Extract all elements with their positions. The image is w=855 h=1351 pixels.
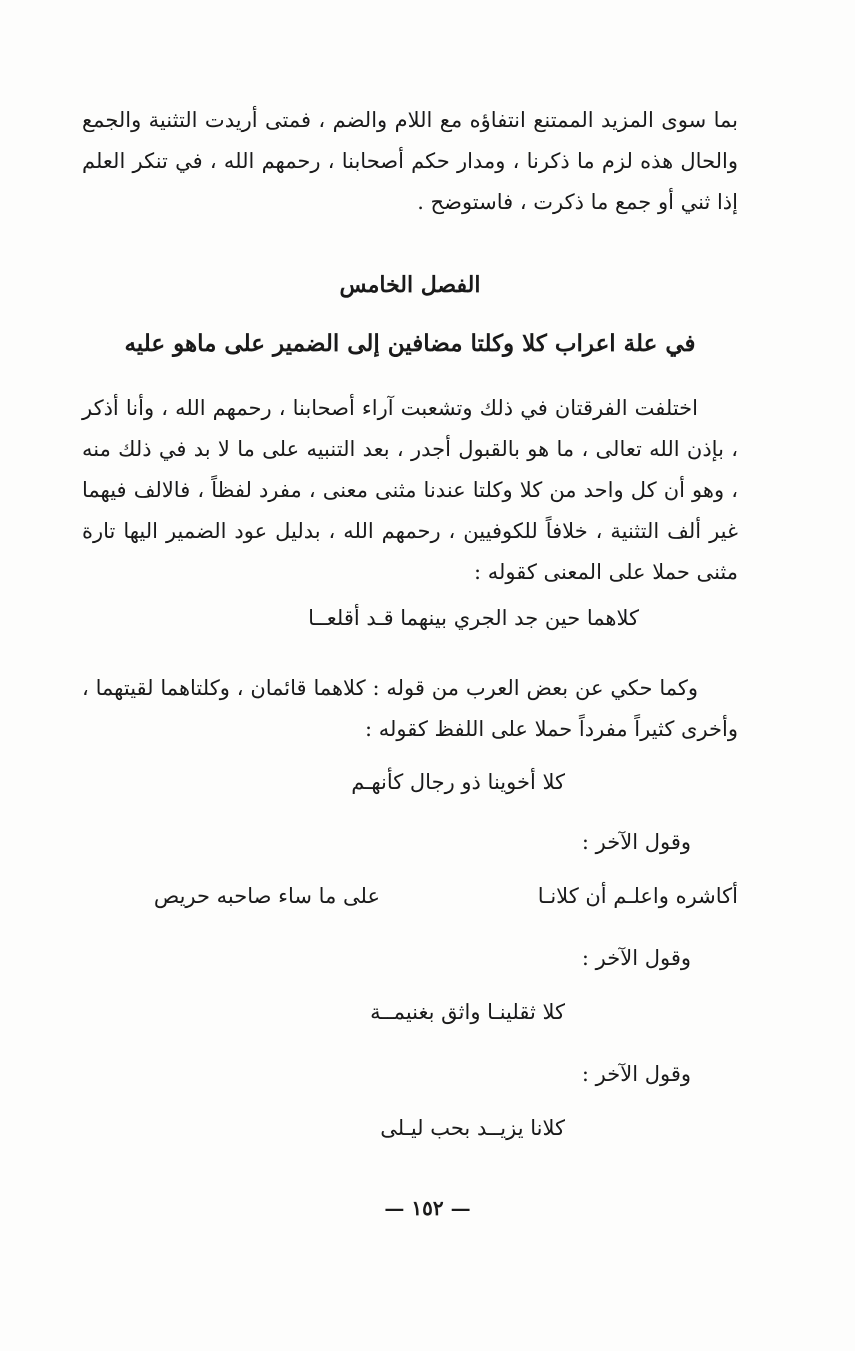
section-subtitle: في علة اعراب كلا وكلتا مضافين إلى الضمير على ماهو عليه [124,330,696,357]
paragraph-2: وكما حكي عن بعض العرب من قوله : كلاهما قائمان ، وكلتاهما لقيتهما ، وأخرى كثيراً مفرداً حملا على اللفظ كقوله : [82,676,738,741]
verse-5: كلانا يزيــد بحب ليـلى [380,1116,565,1140]
page-number: — ١٥٢ — [384,1196,471,1220]
intro-paragraph: بما سوى المزيد الممتنع انتفاؤه مع اللام والضم ، فمتى أريدت التثنية والجمع والحال هذه لزم ما ذكرنا ، ومدار حكم أصحابنا ، رحمهم الله ، في تنكر العلم إذا ثني أو جمع ما ذكرت ، فاستوضح . [82,108,738,214]
verse-1: كلاهما حين جد الجري بينهما قـد أقلعــا [308,606,639,630]
verse-4: كلا ثقلينـا واثق بغنيمــة [370,1000,565,1024]
verse-3-first-hemistich: أكاشره واعلـم أن كلانـا [537,884,738,908]
intro-other-1: وقول الآخر : [581,830,691,854]
intro-other-2: وقول الآخر : [581,946,691,970]
verse-3-second-hemistich: على ما ساء صاحبه حريص [153,884,380,908]
intro-other-3: وقول الآخر : [581,1062,691,1086]
verse-2: كلا أخوينا ذو رجال كأنهـم [351,770,565,794]
section-title: الفصل الخامس [339,272,481,298]
paragraph-1: اختلفت الفرقتان في ذلك وتشعبت آراء أصحابنا ، رحمهم الله ، وأنا أذكر ، بإذن الله تعالى ، ما هو بالقبول أجدر ، بعد التنبيه على ما لا بد في ذلك منه ، وهو أن كل واحد من كلا وكلتا عندنا مثنى معنى ، مفرد لفظاً ، فالالف فيهما غير ألف التثنية ، خلافاً للكوفيين ، رحمهم الله ، بدليل عود الضمير اليها تارة مثنى حملا على المعنى كقوله : [82,396,738,584]
